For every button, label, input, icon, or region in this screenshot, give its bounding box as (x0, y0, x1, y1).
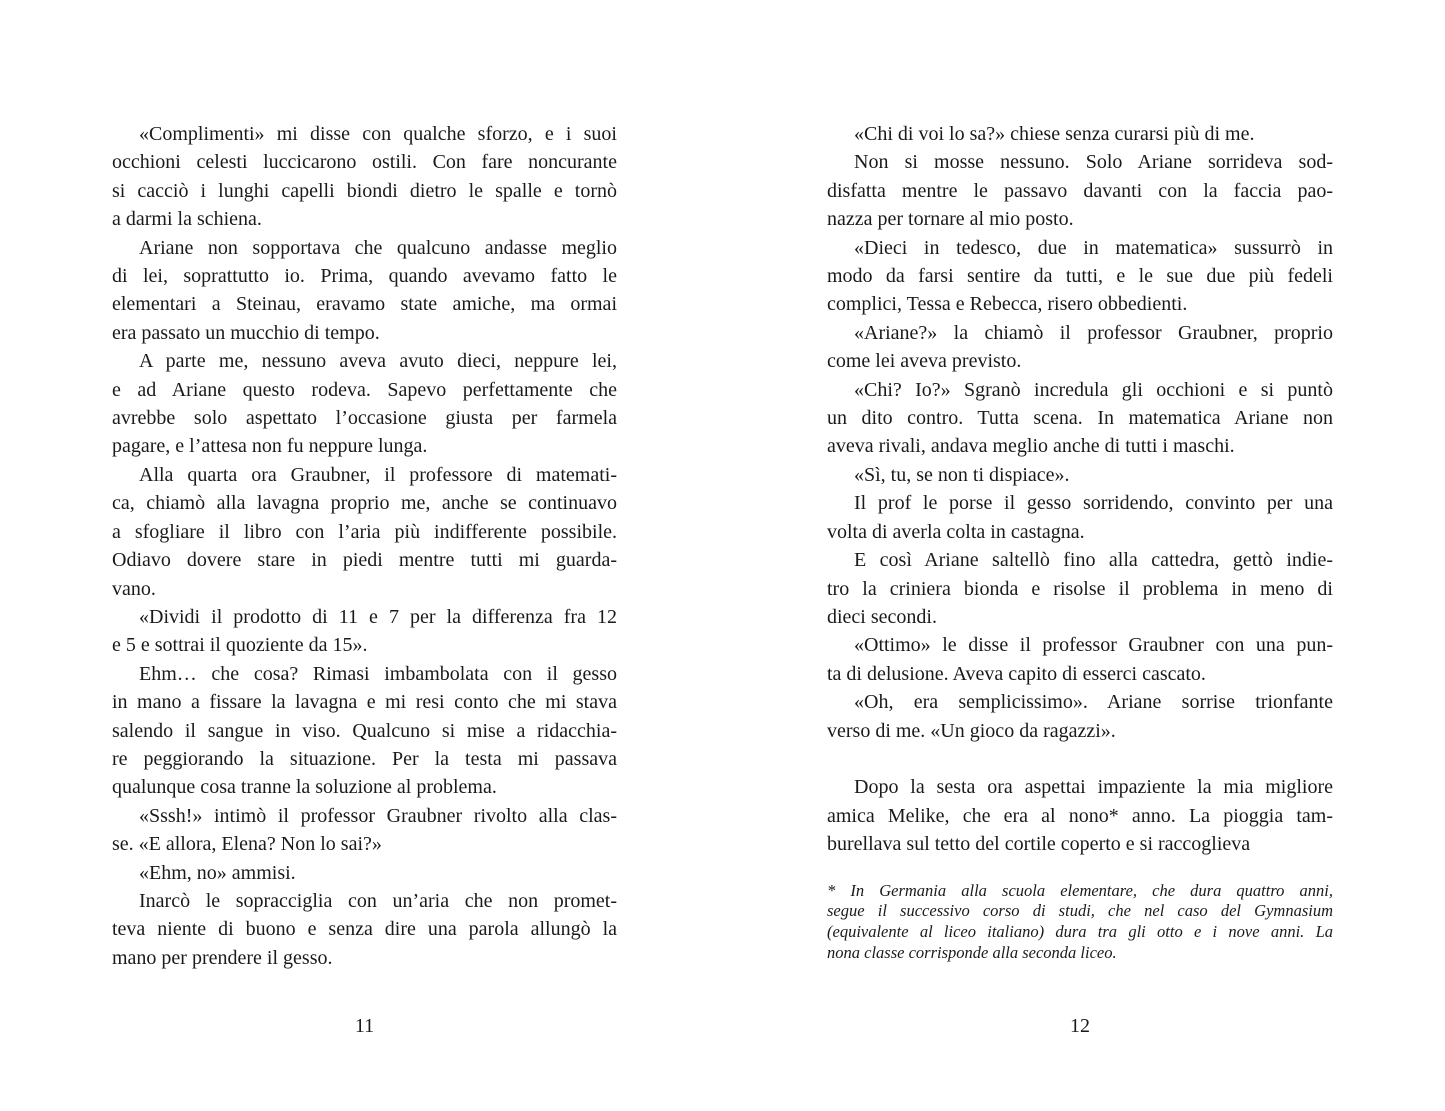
text-line: disfatta mentre le passavo davanti con la faccia pao- (827, 179, 1333, 202)
footnote-line: nona classe corrisponde alla seconda liceo. (827, 942, 1117, 962)
page-number-left: 11 (354, 1015, 375, 1037)
text-line: E così Ariane saltellò fino alla cattedra, gettò indie- (854, 549, 1333, 572)
paragraph (112, 120, 617, 234)
text-line: A parte me, nessuno aveva avuto dieci, neppure lei, (139, 350, 617, 373)
text-line: mano per prendere il gesso. (112, 946, 333, 969)
text-line: burellava sul tetto del cortile coperto e si raccoglieva (827, 833, 1251, 856)
paragraph (827, 120, 1333, 148)
text-line: «Complimenti» mi disse con qualche sforzo, e i suoi (139, 123, 617, 145)
text-line: come lei aveva previsto. (827, 350, 1022, 373)
text-line: complici, Tessa e Rebecca, risero obbedienti. (827, 293, 1188, 316)
text-line: «Dividi il prodotto di 11 e 7 per la differenza fra 12 (139, 605, 617, 628)
page-left (112, 120, 617, 1080)
paragraph (827, 376, 1333, 461)
text-line: Non si mosse nessuno. Solo Ariane sorrideva sod- (854, 151, 1333, 174)
text-line: qualunque cosa tranne la soluzione al problema. (112, 776, 497, 799)
text-line: amica Melike, che era al nono* anno. La pioggia tam- (827, 804, 1333, 827)
text-line: Il prof le porse il gesso sorridendo, convinto per una (854, 492, 1333, 515)
page-right (827, 120, 1333, 1080)
text-line: ta di delusione. Aveva capito di esserci cascato. (827, 662, 1206, 685)
text-line: Ehm… che cosa? Rimasi imbambolata con il gesso (139, 662, 617, 685)
paragraph (827, 546, 1333, 631)
paragraph (112, 603, 617, 660)
text-line: «Ehm, no» ammisi. (139, 861, 296, 884)
text-line: Odiavo dovere stare in piedi mentre tutti mi guarda- (112, 549, 617, 572)
text-line: re peggiorando la situazione. Per la testa mi passava (112, 747, 617, 770)
page-number-right: 12 (1070, 1015, 1090, 1037)
text-line: di lei, soprattutto io. Prima, quando avevamo fatto le (112, 265, 617, 288)
text-line: «Chi di voi lo sa?» chiese senza curarsi più di me. (854, 123, 1255, 145)
footnote-line: * In Germania alla scuola elementare, che dura quattro anni, (827, 880, 1333, 900)
text-line: «Chi? Io?» Sgranò incredula gli occhioni e si puntò (854, 378, 1333, 401)
paragraph (112, 461, 617, 603)
paragraph (112, 802, 617, 859)
paragraph (112, 660, 617, 802)
text-line: verso di me. «Un gioco da ragazzi». (827, 719, 1116, 742)
paragraph (112, 234, 617, 348)
text-line: tro la criniera bionda e risolse il problema in meno di (827, 577, 1333, 600)
text-line: ca, chiamò alla lavagna proprio me, anche se continuavo (112, 492, 617, 515)
text-line: e 5 e sottrai il quoziente da 15». (112, 634, 368, 657)
text-line: occhioni celesti luccicarono ostili. Con fare noncurante (112, 151, 617, 174)
text-line: «Oh, era semplicissimo». Ariane sorrise trionfante (854, 691, 1333, 714)
text-line: dieci secondi. (827, 605, 937, 628)
text-line: salendo il sangue in viso. Qualcuno si mise a ridacchia- (112, 719, 617, 742)
text-line: a darmi la schiena. (112, 208, 262, 231)
text-line: a sfogliare il libro con l’aria più indifferente possibile. (112, 520, 617, 543)
text-line: Alla quarta ora Graubner, il professore di matemati- (139, 463, 617, 486)
text-line: «Ariane?» la chiamò il professor Graubner, proprio (854, 321, 1333, 344)
text-line: «Sssh!» intimò il professor Graubner rivolto alla clas- (139, 804, 617, 827)
paragraph (827, 319, 1333, 376)
text-line: Inarcò le sopracciglia con un’aria che non promet- (139, 889, 617, 912)
text-line: volta di averla colta in castagna. (827, 520, 1085, 543)
text-line: Ariane non sopportava che qualcuno andasse meglio (139, 236, 617, 259)
text-line: teva niente di buono e senza dire una parola allungò la (112, 918, 617, 941)
text-line: aveva rivali, andava meglio anche di tutti i maschi. (827, 435, 1235, 458)
paragraph (112, 859, 617, 887)
footnote-line: segue il successivo corso di studi, che nel caso del Gymnasium (827, 901, 1333, 921)
text-line: avrebbe solo aspettato l’occasione giusta per farmela (112, 407, 617, 430)
text-line: e ad Ariane questo rodeva. Sapevo perfettamente che (112, 378, 617, 401)
page-right-text (827, 120, 1333, 859)
text-line: vano. (112, 577, 156, 600)
paragraph (827, 461, 1333, 489)
text-line: «Ottimo» le disse il professor Graubner con una pun- (854, 634, 1333, 657)
text-line: se. «E allora, Elena? Non lo sai?» (112, 833, 382, 856)
footnote (827, 881, 1333, 964)
text-line: si cacciò i lunghi capelli biondi dietro le spalle e tornò (112, 179, 617, 202)
text-line: «Sì, tu, se non ti dispiace». (854, 463, 1070, 486)
text-line: elementari a Steinau, eravamo state amiche, ma ormai (112, 293, 617, 316)
paragraph (827, 148, 1333, 233)
text-line: pagare, e l’attesa non fu neppure lunga. (112, 435, 428, 458)
text-line: Dopo la sesta ora aspettai impaziente la mia migliore (854, 776, 1333, 799)
paragraph (827, 489, 1333, 546)
text-line: un dito contro. Tutta scena. In matematica Ariane non (827, 407, 1333, 430)
text-line: in mano a fissare la lavagna e mi resi conto che mi stava (112, 691, 617, 714)
paragraph (827, 688, 1333, 745)
paragraph (112, 887, 617, 972)
text-line: «Dieci in tedesco, due in matematica» sussurrò in (854, 236, 1333, 259)
paragraph (112, 347, 617, 461)
text-line: era passato un mucchio di tempo. (112, 321, 380, 344)
paragraph (827, 234, 1333, 319)
paragraph (827, 773, 1333, 858)
page-left-text (112, 120, 617, 972)
footnote-line: (equivalente al liceo italiano) dura tra gli otto e i nove anni. La (827, 921, 1333, 941)
paragraph (827, 631, 1333, 688)
text-line: nazza per tornare al mio posto. (827, 208, 1074, 231)
text-line: modo da farsi sentire da tutti, e le sue due più fedeli (827, 265, 1333, 288)
